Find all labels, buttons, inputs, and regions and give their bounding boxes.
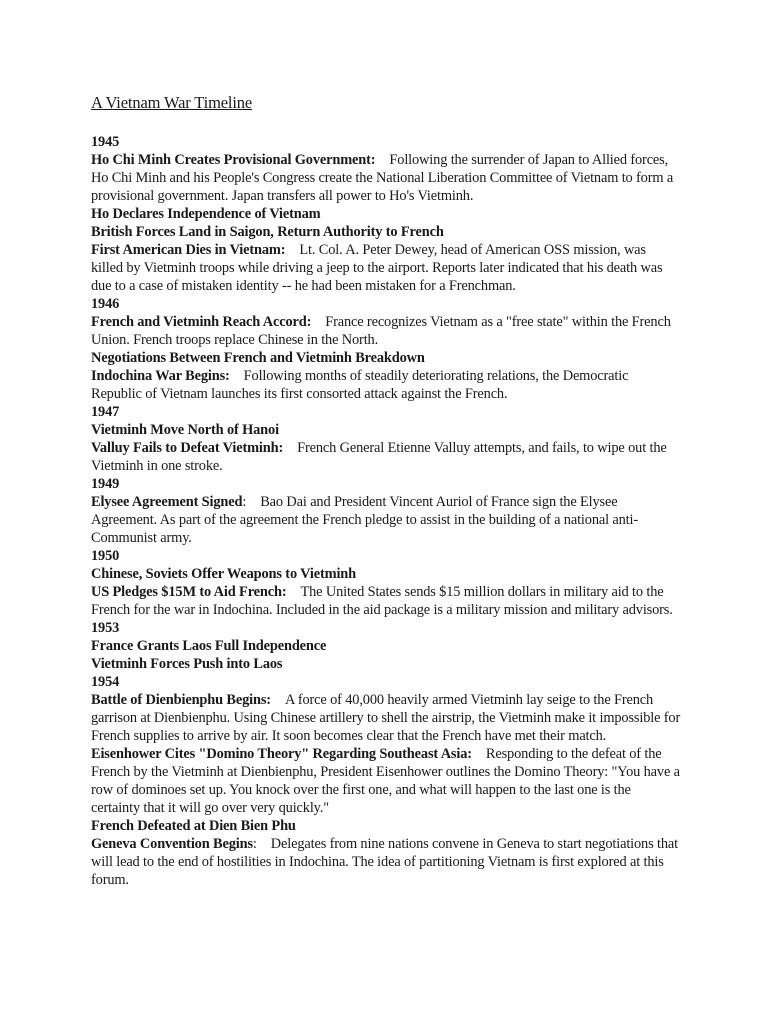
timeline-entry bbox=[91, 313, 681, 349]
timeline-entry bbox=[91, 151, 681, 205]
entry-colon: : bbox=[252, 836, 257, 852]
timeline-entry bbox=[91, 817, 681, 835]
entry-text: Delegates from nine nations convene in Geneva to start negotiations that will lead to the end of hostilities in Indochina. The idea of partitioning Vietnam is first explored at this forum. bbox=[91, 836, 678, 888]
timeline-entry bbox=[91, 205, 681, 223]
entry-heading: France Grants Laos Full Independence bbox=[91, 638, 327, 654]
entry-text: France recognizes Vietnam as a "free state" within the French Union. French troops replace Chinese in the North. bbox=[91, 314, 671, 348]
timeline-year bbox=[91, 133, 681, 151]
year-label: 1953 bbox=[91, 620, 120, 636]
timeline-entry bbox=[91, 439, 681, 475]
entry-text: Bao Dai and President Vincent Auriol of France sign the Elysee Agreement. As part of the agreement the French pledge to assist in the building of a national anti-Communist army. bbox=[91, 494, 639, 546]
entry-heading: French and Vietminh Reach Accord: bbox=[91, 314, 312, 330]
entry-heading: Chinese, Soviets Offer Weapons to Vietminh bbox=[91, 566, 356, 582]
entry-heading: Vietminh Forces Push into Laos bbox=[91, 656, 283, 672]
entry-heading: Vietminh Move North of Hanoi bbox=[91, 422, 279, 438]
entry-heading: Indochina War Begins: bbox=[91, 368, 230, 384]
timeline-year bbox=[91, 475, 681, 493]
entry-heading: Valluy Fails to Defeat Vietminh: bbox=[91, 440, 284, 456]
timeline-entry bbox=[91, 349, 681, 367]
entry-colon: : bbox=[242, 494, 247, 510]
entry-heading: Geneva Convention Begins bbox=[91, 836, 253, 852]
timeline-entry bbox=[91, 493, 681, 547]
entry-text: Following months of steadily deteriorating relations, the Democratic Republic of Vietnam launches its first consorted attack against the French. bbox=[91, 368, 629, 402]
timeline bbox=[91, 133, 681, 889]
entry-text: Following the surrender of Japan to Allied forces, Ho Chi Minh and his People's Congress create the National Liberation Committee of Vietnam to form a provisional government. Japan transfers all power to Ho's Vietminh. bbox=[91, 152, 674, 204]
entry-heading: First American Dies in Vietnam: bbox=[91, 242, 286, 258]
timeline-entry bbox=[91, 583, 681, 619]
year-label: 1946 bbox=[91, 296, 120, 312]
entry-text: A force of 40,000 heavily armed Vietminh lay seige to the French garrison at Dienbienphu. Using Chinese artillery to shell the airstrip, the Vietminh make it impossible for French supplies to arrive by air. It soon becomes clear that the French have met their match. bbox=[91, 692, 681, 744]
entry-text: Lt. Col. A. Peter Dewey, head of American OSS mission, was killed by Vietminh troops while driving a jeep to the airport. Reports later indicated that his death was due to a case of mistaken identity -- he had been mistaken for a Frenchman. bbox=[91, 242, 663, 294]
year-label: 1949 bbox=[91, 476, 120, 492]
timeline-entry bbox=[91, 835, 681, 889]
entry-heading: Ho Chi Minh Creates Provisional Government: bbox=[91, 152, 376, 168]
timeline-entry bbox=[91, 241, 681, 295]
timeline-year bbox=[91, 619, 681, 637]
entry-heading: Battle of Dienbienphu Begins: bbox=[91, 692, 271, 708]
timeline-year bbox=[91, 403, 681, 421]
timeline-entry bbox=[91, 691, 681, 745]
timeline-entry bbox=[91, 367, 681, 403]
timeline-entry bbox=[91, 223, 681, 241]
entry-text: The United States sends $15 million dollars in military aid to the French for the war in Indochina. Included in the aid package is a military mission and military advisors. bbox=[91, 584, 673, 618]
timeline-entry bbox=[91, 745, 681, 817]
entry-heading: Negotiations Between French and Vietminh Breakdown bbox=[91, 350, 425, 366]
entry-heading: French Defeated at Dien Bien Phu bbox=[91, 818, 296, 834]
entry-heading: Eisenhower Cites "Domino Theory" Regarding Southeast Asia: bbox=[91, 746, 472, 762]
timeline-entry bbox=[91, 421, 681, 439]
timeline-entry bbox=[91, 637, 681, 655]
year-label: 1947 bbox=[91, 404, 120, 420]
document-page bbox=[91, 92, 681, 889]
year-label: 1945 bbox=[91, 134, 120, 150]
year-label: 1950 bbox=[91, 548, 120, 564]
entry-heading: Ho Declares Independence of Vietnam bbox=[91, 206, 321, 222]
entry-text: Responding to the defeat of the French by the Vietminh at Dienbienphu, President Eisenhower outlines the Domino Theory: "You have a row of dominoes set up. You knock over the first one, and what will happen to the last one is the certainty that it will go over very quickly." bbox=[91, 746, 680, 816]
timeline-year bbox=[91, 547, 681, 565]
entry-heading: US Pledges $15M to Aid French: bbox=[91, 584, 287, 600]
timeline-year bbox=[91, 295, 681, 313]
timeline-entry bbox=[91, 565, 681, 583]
year-label: 1954 bbox=[91, 674, 120, 690]
document-title: A Vietnam War Timeline bbox=[91, 93, 253, 112]
entry-heading: Elysee Agreement Signed bbox=[91, 494, 243, 510]
entry-text: French General Etienne Valluy attempts, and fails, to wipe out the Vietminh in one stroke. bbox=[91, 440, 667, 474]
timeline-year bbox=[91, 673, 681, 691]
timeline-entry bbox=[91, 655, 681, 673]
entry-heading: British Forces Land in Saigon, Return Authority to French bbox=[91, 224, 444, 240]
